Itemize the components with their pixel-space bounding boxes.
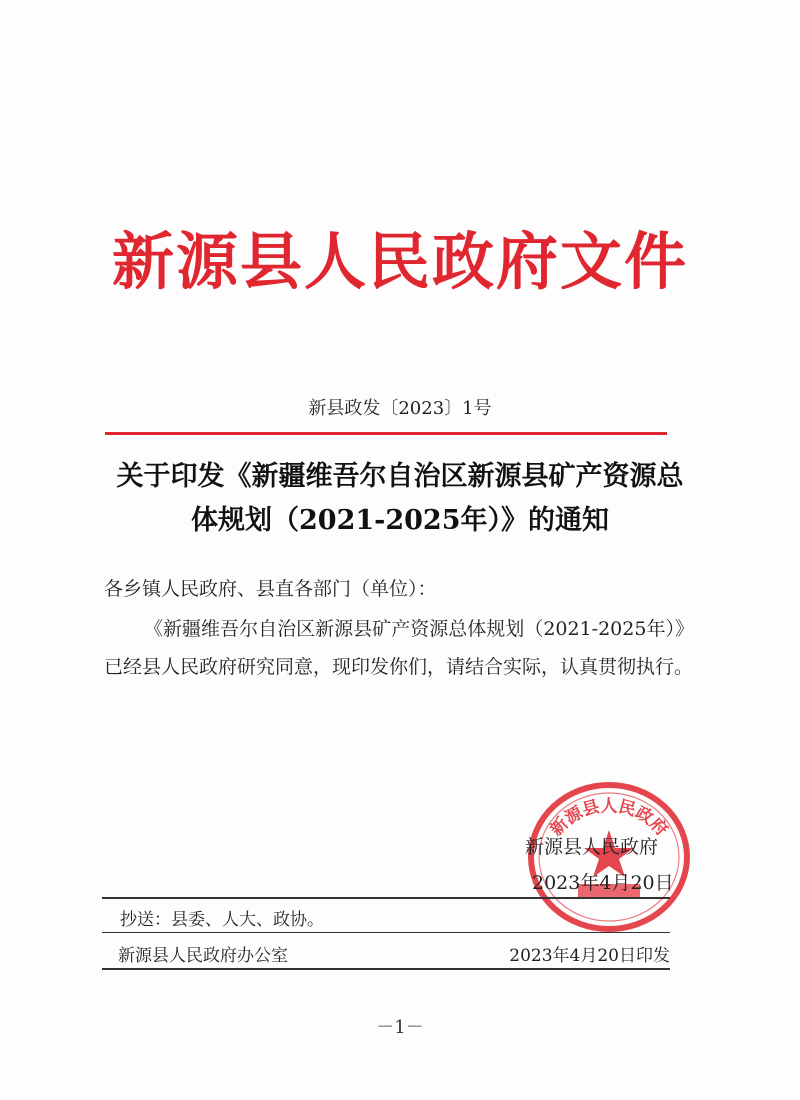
- signing-date: 2023年4月20日: [532, 872, 674, 894]
- seal-text: 新源县人民政府: [546, 796, 672, 841]
- addressee: 各乡镇人民政府、县直各部门（单位）：: [104, 578, 437, 600]
- page-number: －1－: [376, 1017, 424, 1038]
- footer-rule-top: [102, 897, 670, 899]
- print-date: 2023年4月20日印发: [509, 946, 670, 966]
- notice-title-line-1: 关于印发《新疆维吾尔自治区新源县矿产资源总: [116, 461, 684, 492]
- notice-title-line-2: 体规划（2021-2025年）》的通知: [191, 505, 609, 536]
- red-separator-line: [105, 432, 667, 435]
- notice-title: [85, 455, 715, 543]
- cc-line: 抄送：县委、人大、政协。: [120, 910, 324, 930]
- issuing-office: 新源县人民政府办公室: [118, 946, 288, 966]
- footer-rule-middle: [102, 932, 670, 933]
- footer-rule-bottom: [102, 968, 670, 970]
- document-header-title: 新源县人民政府文件: [111, 225, 688, 298]
- signing-organization: 新源县人民政府: [525, 836, 659, 858]
- body-paragraph: 《新疆维吾尔自治区新源县矿产资源总体规划（2021-2025年）》已经县人民政府研究同意，现印发你们，请结合实际，认真贯彻执行。: [104, 618, 694, 678]
- document-number: 新县政发〔2023〕1号: [308, 398, 492, 419]
